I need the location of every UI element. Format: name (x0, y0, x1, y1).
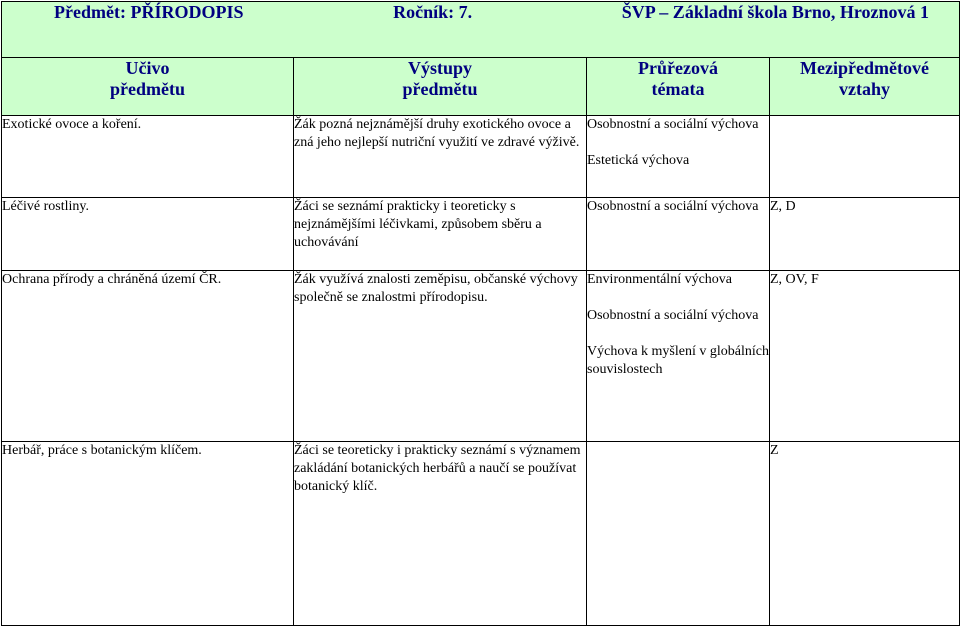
table-row (2, 198, 960, 271)
content-cell: Léčivé rostliny. (2, 198, 294, 271)
column-header-line: témata (651, 79, 705, 99)
grade-title: Ročník: 7. (393, 2, 473, 22)
theme-item: Osobnostní a sociální výchova (587, 117, 759, 132)
column-header-relations (770, 58, 960, 116)
theme-item: Environmentální výchova (587, 272, 733, 287)
relations-cell (770, 116, 960, 198)
themes-cell (587, 116, 770, 198)
themes-cell (587, 198, 770, 271)
relations-cell: Z, OV, F (770, 271, 960, 442)
column-header-content (2, 58, 294, 116)
subject-title: Předmět: PŘÍRODOPIS (54, 2, 244, 22)
content-cell: Exotické ovoce a koření. (2, 116, 294, 198)
column-header-line: vztahy (839, 79, 891, 99)
curriculum-table (1, 1, 960, 626)
table-row (2, 271, 960, 442)
column-header-line: Výstupy (407, 58, 473, 78)
header-cell (2, 2, 960, 58)
column-header-line: předmětu (110, 79, 185, 99)
column-header-themes (587, 58, 770, 116)
theme-item: Výchova k myšlení v globálních souvislostech (587, 344, 769, 377)
column-header-line: Průřezová (638, 58, 718, 78)
relations-cell: Z (770, 442, 960, 626)
outputs-cell: Žáci se seznámí prakticky i teoreticky s nejznámějšími léčivkami, způsobem sběru a uchovávání (294, 198, 587, 271)
column-header-line: Učivo (125, 58, 170, 78)
table-row (2, 442, 960, 626)
outputs-cell: Žák využívá znalosti zeměpisu, občanské výchovy společně se znalostmi přírodopisu. (294, 271, 587, 442)
table-row (2, 116, 960, 198)
theme-item: Estetická výchova (587, 153, 690, 168)
content-cell: Herbář, práce s botanickým klíčem. (2, 442, 294, 626)
theme-item: Osobnostní a sociální výchova (587, 199, 759, 214)
column-header-outputs (294, 58, 587, 116)
content-cell: Ochrana přírody a chráněná území ČR. (2, 271, 294, 442)
column-header-line: předmětu (402, 79, 478, 99)
relations-cell: Z, D (770, 198, 960, 271)
column-header-row (2, 58, 960, 116)
theme-item: Osobnostní a sociální výchova (587, 308, 759, 323)
outputs-cell: Žák pozná nejznámější druhy exotického ovoce a zná jeho nejlepší nutriční využití ve zdravé výživě. (294, 116, 587, 198)
themes-cell (587, 442, 770, 626)
themes-cell (587, 271, 770, 442)
school-title: ŠVP – Základní škola Brno, Hroznová 1 (621, 2, 930, 22)
column-header-line: Mezipředmětové (800, 58, 929, 78)
outputs-cell: Žáci se teoreticky i prakticky seznámí s významem zakládání botanických herbářů a naučí se používat botanický klíč. (294, 442, 587, 626)
header-row (2, 2, 960, 58)
